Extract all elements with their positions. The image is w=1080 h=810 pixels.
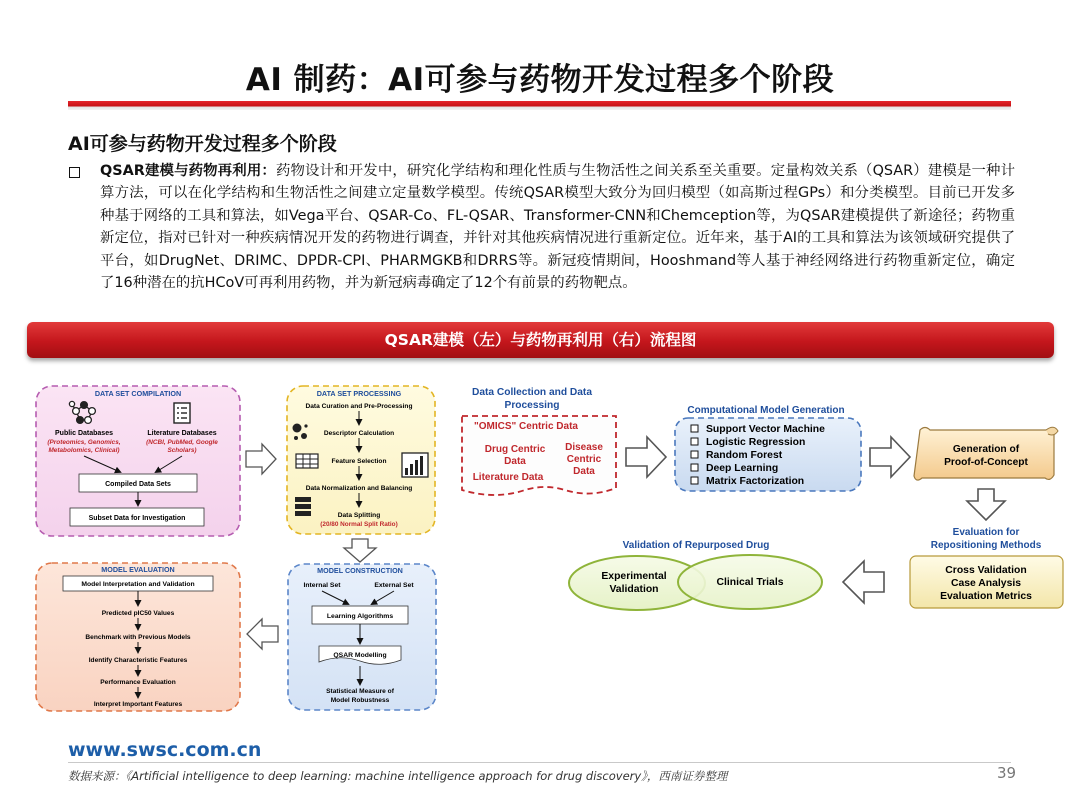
model-item-5: Matrix Factorization — [706, 476, 805, 487]
public-db-label: Public Databases — [55, 430, 113, 437]
compiled-data-sets-box: Compiled Data Sets — [105, 481, 171, 488]
evaluation-step-4: Performance Evaluation — [100, 679, 176, 686]
source-note: 数据来源：《Artificial intelligence to deep learning: machine intelligence approach for drug discovery》，西南证券整理 — [68, 769, 728, 783]
disease-centric-1: Disease — [565, 442, 603, 453]
page-title: AI 制药：AI可参与药物开发过程多个阶段 — [245, 62, 835, 98]
eval-item-1: Cross Validation — [945, 565, 1027, 576]
statistical-measure-line2: Model Robustness — [330, 697, 390, 704]
bar-chart-icon — [402, 453, 428, 477]
validation-title: Validation of Repurposed Drug — [622, 540, 770, 551]
figure-banner: QSAR建模（左）与药物再利用（右）流程图 — [27, 322, 1054, 358]
compilation-title: DATA SET COMPILATION — [94, 389, 182, 398]
processing-title: DATA SET PROCESSING — [316, 389, 402, 398]
experimental-line-2: Validation — [609, 584, 659, 595]
processing-step-3: Feature Selection — [331, 458, 387, 465]
model-construction-panel — [288, 564, 436, 710]
data-set-processing-panel — [287, 386, 435, 534]
internal-set-label: Internal Set — [303, 582, 341, 589]
drug-centric-2: Data — [504, 456, 526, 467]
evaluation-title-1: Evaluation for — [952, 527, 1020, 538]
model-item-4: Deep Learning — [706, 463, 779, 474]
external-set-label: External Set — [374, 582, 414, 589]
computational-model-group — [675, 405, 861, 491]
poc-line-1: Generation of — [952, 444, 1020, 455]
processing-step-5: Data Splitting — [337, 512, 381, 519]
data-collection-title-2: Processing — [504, 400, 560, 411]
statistical-measure-line1: Statistical Measure of — [326, 688, 394, 695]
page-number: 39 — [997, 764, 1017, 782]
table-grid-icon — [296, 454, 318, 468]
split-ratio-note: (20/80 Normal Split Ratio) — [320, 521, 398, 528]
evaluation-step-2: Benchmark with Previous Models — [85, 634, 191, 641]
poc-line-2: Proof-of-Concept — [944, 457, 1028, 468]
bullet-text: 药物设计和开发中，研究化学结构和理化性质与生物活性之间关系至关重要。定量构效关系（QSAR）建模是一种计算方法，可以在化学结构和生物活性之间建立定量数学模型。传统QSAR模型大致分为回归模型（如高斯过程GPs）和分类模型。目前已开发多种基于网络的工具和算法，如Vega平台、QSAR-Co、FL-QSAR、Transformer-CNN和Chemception等，为QSAR建模提供了新途径；药物重新定位，指对已针对一种疾病情况开发的药物进行调查，并针对其他疾病情况进行重新定位。近年来，基于AI的工具和算法为该领域研究提供了平台，如DrugNet、DRIMC、DPDR-CPI、PHARMGKB和DRRS等。新冠疫情期间，Hooshmand等人基于神经网络进行药物重新定位，确定了16种潜在的抗HCoV可再利用药物，并为新冠病毒确定了12个有前景的药物靶点。 — [100, 163, 1015, 292]
evaluation-head-box: Model Interpretation and Validation — [81, 581, 195, 588]
bullet-label: QSAR建模与药物再利用： — [100, 163, 276, 179]
eval-item-3: Evaluation Metrics — [940, 591, 1032, 602]
learning-algorithms-box: Learning Algorithms — [326, 613, 394, 620]
model-evaluation-panel — [36, 563, 240, 711]
evaluation-title-2: Repositioning Methods — [930, 540, 1042, 551]
document-list-icon — [174, 403, 190, 423]
data-set-compilation-panel — [36, 386, 240, 536]
section-subtitle: AI可参与药物开发过程多个阶段 — [68, 133, 337, 155]
evaluation-title: MODEL EVALUATION — [101, 565, 175, 574]
public-db-sub2: Metabolomics, Clinical) — [48, 447, 120, 454]
subset-data-box: Subset Data for Investigation — [88, 515, 186, 522]
disease-centric-2: Centric — [566, 454, 602, 465]
literature-db-sub1: (NCBI, PubMed, Google — [146, 439, 218, 446]
server-stack-icon — [295, 497, 311, 516]
clinical-trials-label: Clinical Trials — [716, 577, 784, 588]
omics-label: "OMICS" Centric Data — [474, 421, 578, 432]
literature-data-label: Literature Data — [472, 472, 544, 483]
construction-title: MODEL CONSTRUCTION — [317, 566, 403, 575]
qsar-modelling-box: QSAR Modelling — [333, 652, 387, 659]
data-collection-title-1: Data Collection and Data — [471, 387, 593, 398]
processing-step-1: Data Curation and Pre-Processing — [305, 403, 413, 410]
evaluation-repositioning-group — [910, 527, 1063, 608]
drug-centric-1: Drug Centric — [484, 444, 546, 455]
evaluation-step-5: Interpret Important Features — [93, 701, 183, 708]
evaluation-step-1: Predicted pIC50 Values — [101, 610, 175, 617]
literature-db-sub2: Scholars) — [167, 447, 197, 454]
processing-step-2: Descriptor Calculation — [323, 430, 395, 437]
evaluation-step-3: Identify Characteristic Features — [88, 657, 188, 664]
processing-step-4: Data Normalization and Balancing — [305, 485, 413, 492]
footer-website-link[interactable]: www.swsc.com.cn — [68, 739, 262, 761]
eval-item-2: Case Analysis — [950, 578, 1022, 589]
experimental-line-1: Experimental — [601, 571, 667, 582]
literature-db-label: Literature Databases — [147, 430, 217, 437]
public-db-sub1: (Proteomics, Genomics, — [47, 439, 121, 446]
model-item-3: Random Forest — [706, 450, 783, 461]
proof-of-concept-scroll — [914, 427, 1058, 480]
disease-centric-3: Data — [573, 466, 595, 477]
model-item-2: Logistic Regression — [706, 437, 806, 448]
model-generation-title: Computational Model Generation — [687, 405, 845, 416]
footer-divider — [68, 762, 1011, 763]
model-item-1: Support Vector Machine — [706, 424, 825, 435]
